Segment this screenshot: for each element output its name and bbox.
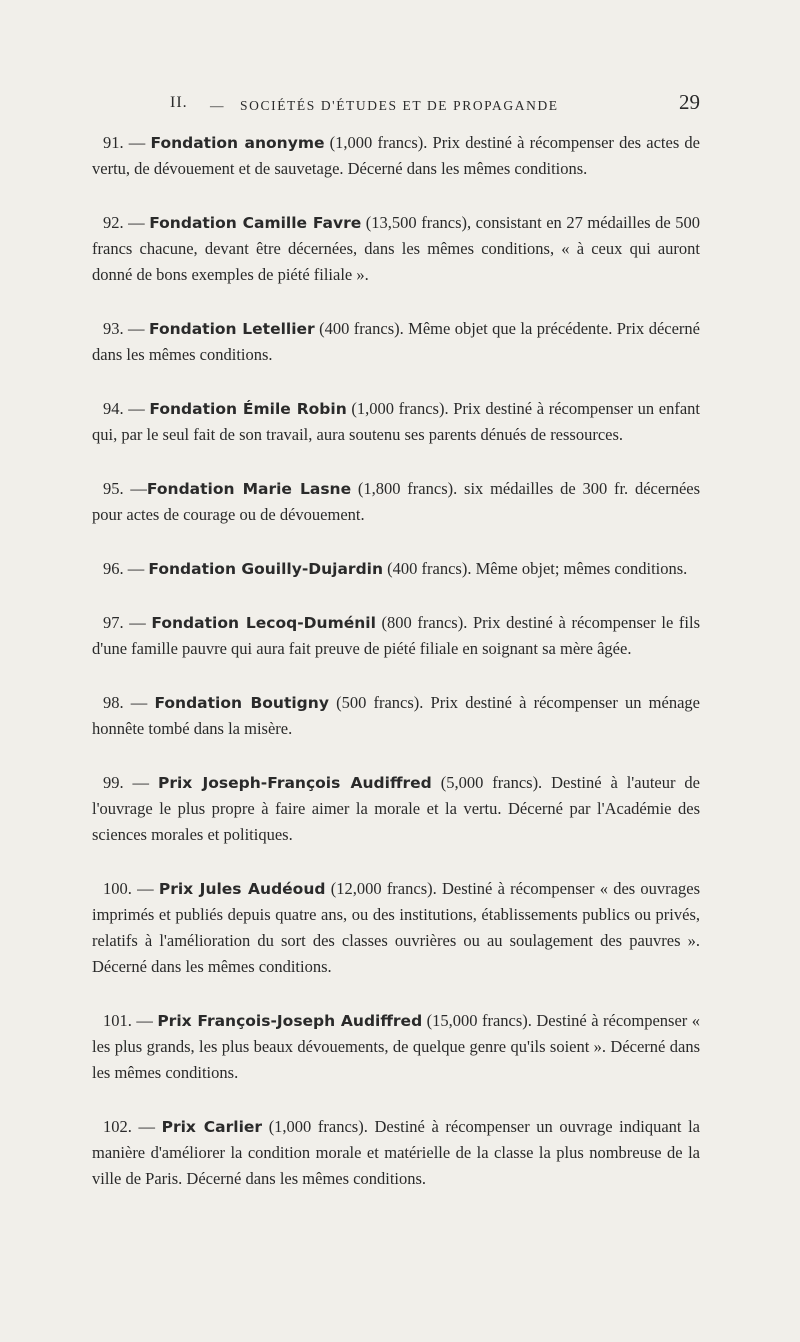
entry-separator: —: [131, 1011, 158, 1030]
entry-number: 99.: [103, 773, 124, 792]
entry-number: 94.: [103, 399, 124, 418]
entry-text: (500 francs). Prix destiné à récompenser un ménage honnête tombé dans la misère.: [92, 693, 700, 738]
part-number: II.: [170, 94, 188, 111]
entry-91: [92, 130, 700, 182]
entry-text: (1,000 francs). Prix destiné à récompenser un enfant qui, par le seul fait de son travail, aura soutenu ses parents dénués de ressources.: [92, 399, 700, 444]
entry-title: Prix Joseph-François Audiffred: [157, 774, 432, 792]
entry-separator: —: [123, 479, 147, 498]
entry-title: Fondation Letellier: [148, 320, 315, 338]
entry-separator: —: [123, 773, 158, 792]
entry-number: 92.: [103, 213, 124, 232]
entry-92: [92, 210, 700, 288]
entry-99: [92, 770, 700, 848]
entry-96: [92, 556, 700, 582]
entry-separator: —: [123, 559, 149, 578]
entry-title: Fondation Émile Robin: [149, 400, 347, 418]
entry-93: [92, 316, 700, 368]
header-dash: —: [210, 98, 226, 113]
entry-list: [92, 130, 700, 1220]
page-number: 29: [679, 90, 700, 114]
entry-97: [92, 610, 700, 662]
entry-101: [92, 1008, 700, 1086]
running-title: [210, 98, 559, 114]
entry-text: (1,800 francs). six médailles de 300 fr. décernées pour actes de courage ou de dévouement.: [92, 479, 701, 524]
entry-title: Fondation anonyme: [150, 134, 325, 152]
entry-text: (1,000 francs). Destiné à récompenser un ouvrage indiquant la manière d'améliorer la condition morale et matérielle de la classe la plus nombreuse de la ville de Paris. Décerné dans les mêmes conditions.: [92, 1117, 701, 1188]
entry-text: (15,000 francs). Destiné à récompenser « les plus grands, les plus beaux dévouements, de quelque genre qu'ils soient ». Décerné dans les mêmes conditions.: [92, 1011, 701, 1082]
entry-number: 93.: [103, 319, 124, 338]
entry-text: (5,000 francs). Destiné à l'auteur de l'ouvrage le plus propre à faire aimer la morale et la vertu. Décerné par l'Académie des sciences morales et politiques.: [92, 773, 700, 844]
entry-number: 98.: [103, 693, 124, 712]
entry-94: [92, 396, 700, 448]
entry-number: 91.: [103, 133, 124, 152]
entry-100: [92, 876, 700, 980]
entry-text: (13,500 francs), consistant en 27 médailles de 500 francs chacune, devant être décernées, dans les mêmes conditions, « à ceux qui auront donné de bons exemples de piété filiale ».: [92, 213, 700, 284]
running-head: [92, 90, 700, 120]
entry-separator: —: [131, 1117, 162, 1136]
entry-title: Fondation Boutigny: [154, 694, 329, 712]
entry-number: 101.: [103, 1011, 132, 1030]
entry-title: Prix Carlier: [161, 1118, 263, 1136]
entry-title: Prix Jules Audéoud: [158, 880, 326, 898]
header-title: SOCIÉTÉS D'ÉTUDES ET DE PROPAGANDE: [240, 98, 559, 113]
entry-separator: —: [123, 213, 150, 232]
entry-separator: —: [131, 879, 159, 898]
entry-number: 96.: [103, 559, 124, 578]
entry-text: (400 francs). Même objet que la précédente. Prix décerné dans les mêmes conditions.: [92, 319, 700, 364]
entry-text: (400 francs). Même objet; mêmes conditions.: [383, 559, 688, 578]
entry-95: [92, 476, 700, 528]
entry-98: [92, 690, 700, 742]
entry-separator: —: [123, 319, 149, 338]
entry-number: 95.: [103, 479, 124, 498]
entry-separator: —: [123, 613, 152, 632]
entry-number: 102.: [103, 1117, 132, 1136]
entry-title: Fondation Lecoq-Duménil: [151, 614, 376, 632]
entry-separator: —: [123, 133, 151, 152]
entry-number: 100.: [103, 879, 132, 898]
entry-title: Prix François-Joseph Audiffred: [157, 1012, 423, 1030]
entry-title: Fondation Gouilly-Dujardin: [148, 560, 384, 578]
entry-number: 97.: [103, 613, 124, 632]
entry-102: [92, 1114, 700, 1192]
entry-text: (12,000 francs). Destiné à récompenser « des ouvrages imprimés et publiés depuis quatre ans, ou des institutions, établissements publics ou privés, relatifs à l'amélioration du sort des classes ouvrières ou au soulagement des pauvres ». Décerné dans les mêmes conditions.: [92, 879, 700, 976]
entry-title: Fondation Marie Lasne: [146, 480, 352, 498]
entry-title: Fondation Camille Favre: [149, 214, 362, 232]
entry-separator: —: [123, 693, 155, 712]
entry-text: (800 francs). Prix destiné à récompenser le fils d'une famille pauvre qui aura fait preuve de piété filiale en soignant sa mère âgée.: [92, 613, 701, 658]
entry-text: (1,000 francs). Prix destiné à récompenser des actes de vertu, de dévouement et de sauvetage. Décerné dans les mêmes conditions.: [92, 133, 700, 178]
entry-separator: —: [123, 399, 150, 418]
